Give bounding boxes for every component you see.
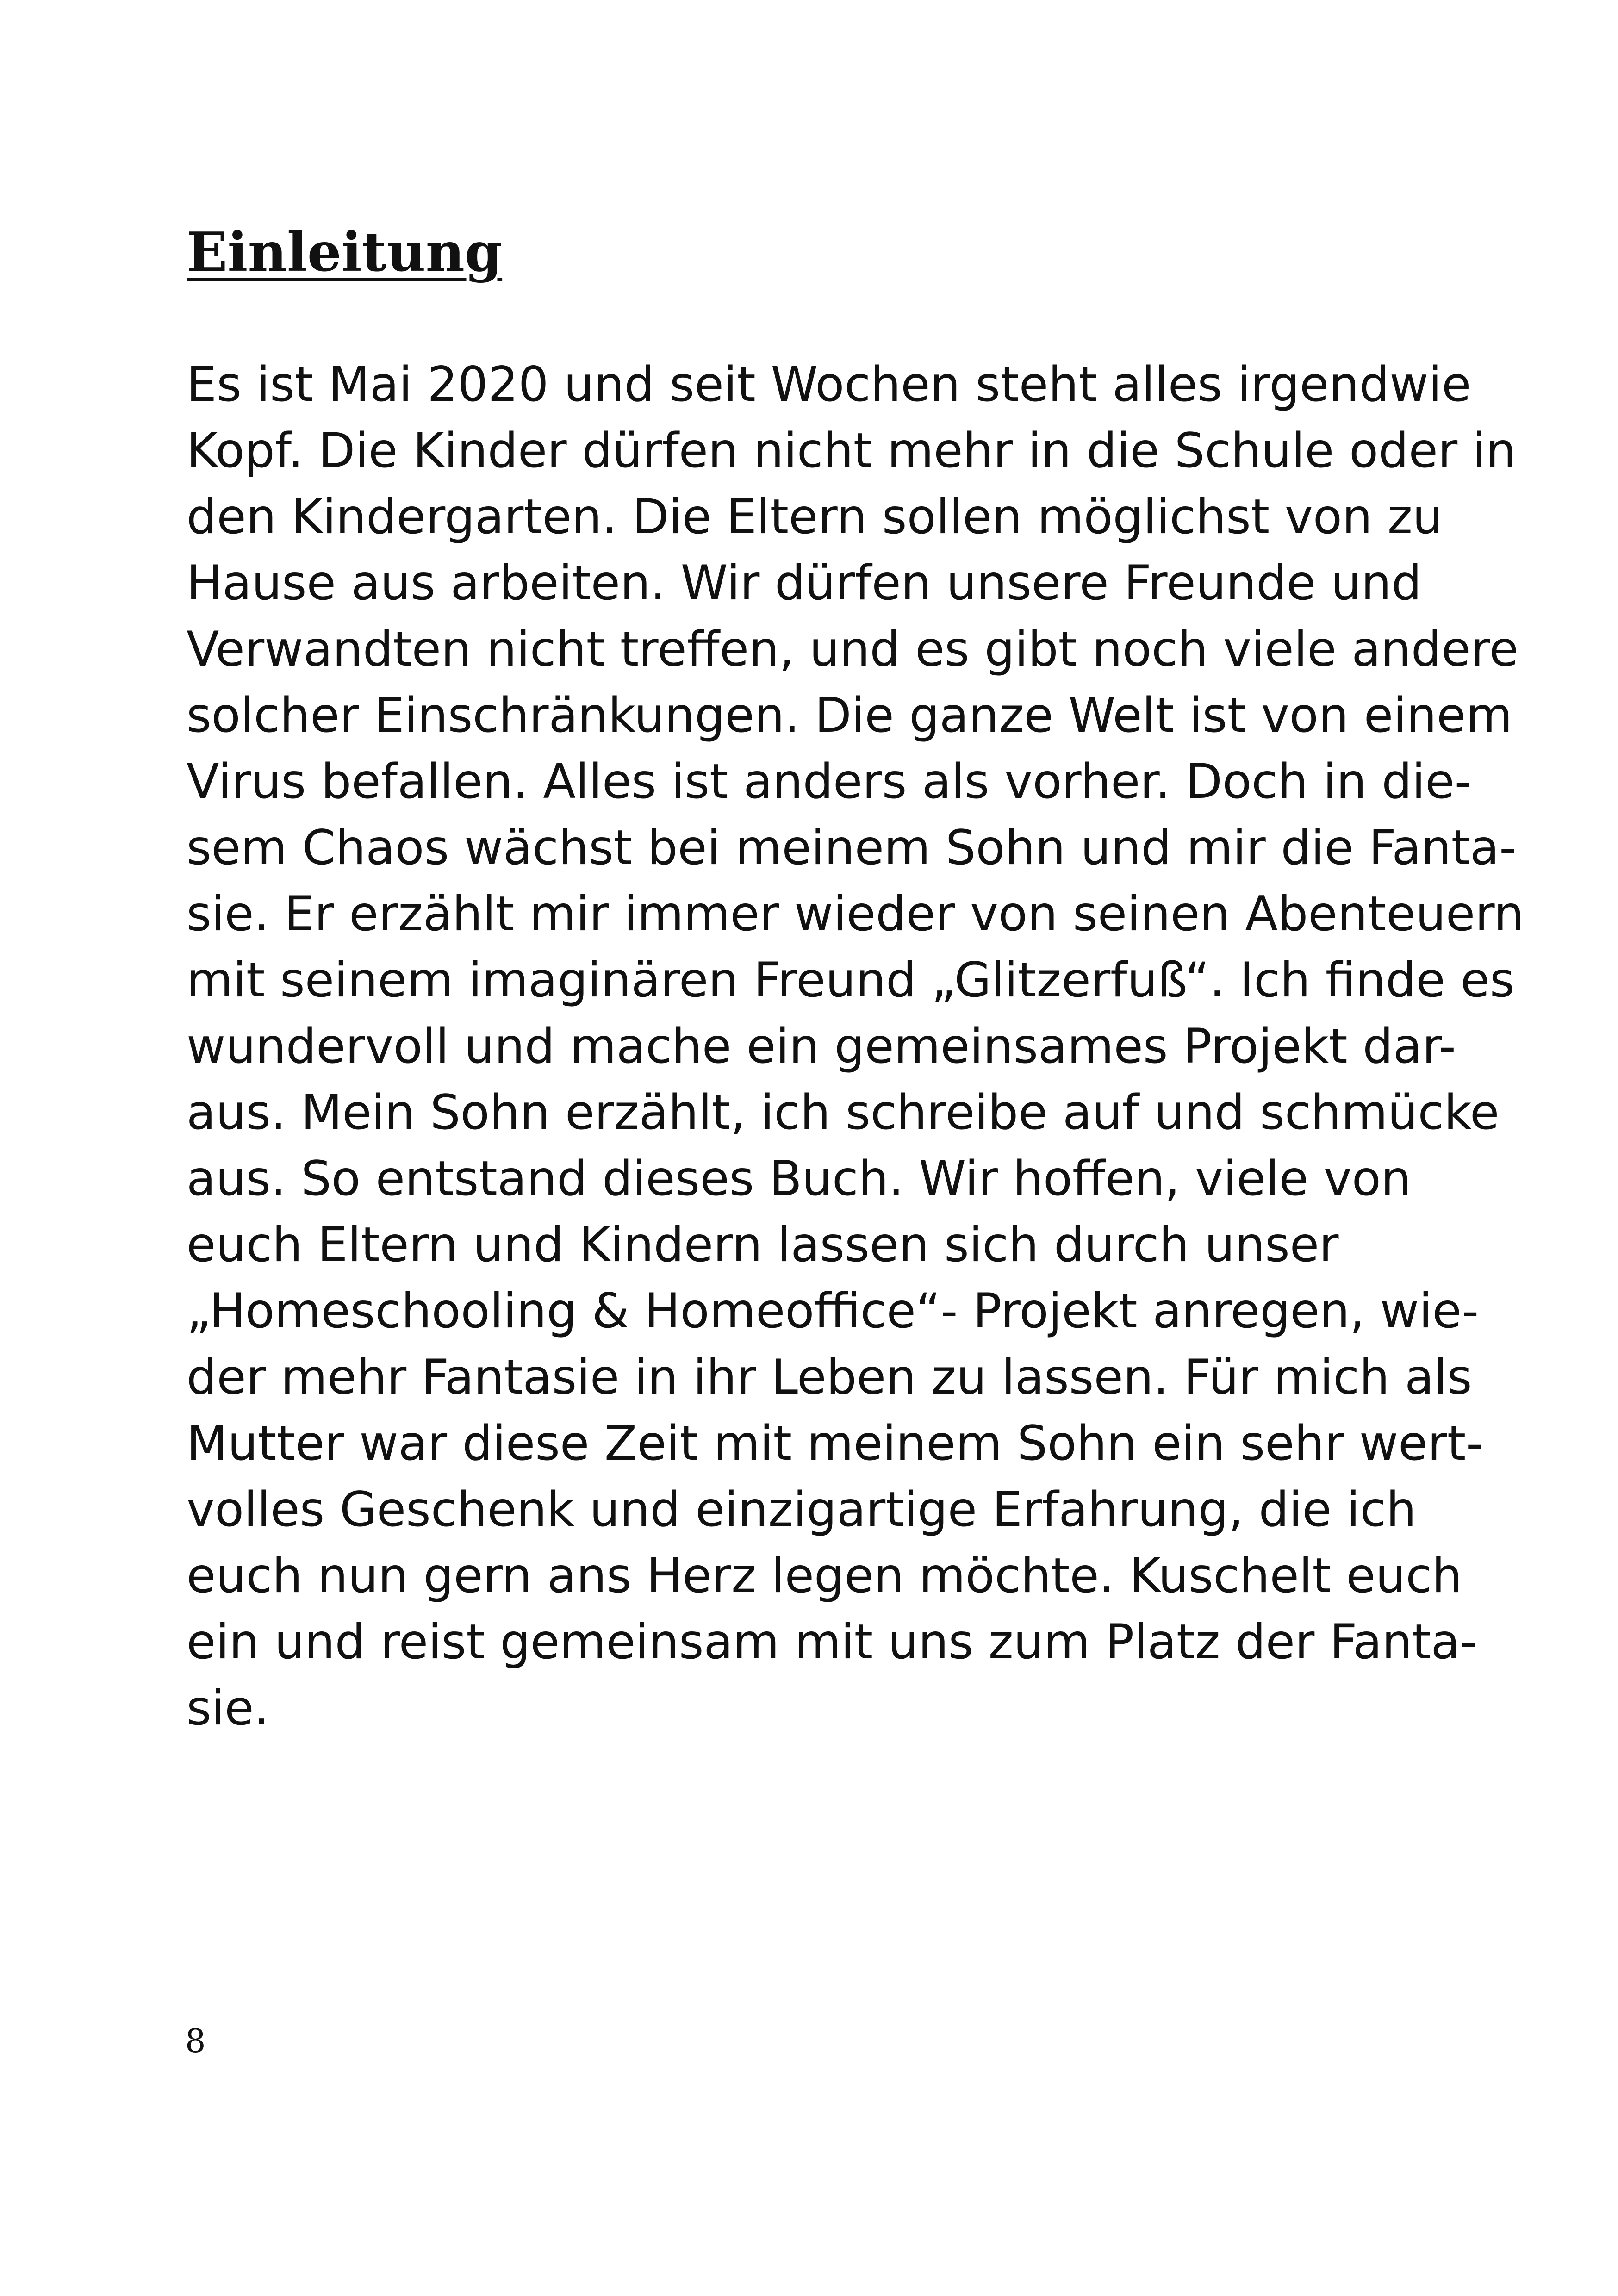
text-line: Hause aus arbeiten. Wir dürfen unsere Freunde und: [187, 555, 1422, 611]
text-line: sie.: [187, 1680, 269, 1736]
text-line: mit seinem imaginären Freund „Glitzerfuß“. Ich finde es: [187, 952, 1515, 1008]
text-line: solcher Einschränkungen. Die ganze Welt ist von einem: [187, 688, 1512, 743]
text-line: aus. Mein Sohn erzählt, ich schreibe auf und schmücke: [187, 1085, 1500, 1140]
text-line: Mutter war diese Zeit mit meinem Sohn ein sehr wert-: [187, 1416, 1483, 1471]
text-line: „Homeschooling & Homeoffice“- Projekt anregen, wie-: [187, 1283, 1479, 1339]
text-line: wundervoll und mache ein gemeinsames Projekt dar-: [187, 1019, 1456, 1074]
text-line: euch Eltern und Kindern lassen sich durch unser: [187, 1217, 1339, 1273]
page-number: 8: [185, 2022, 206, 2060]
text-line: den Kindergarten. Die Eltern sollen möglichst von zu: [187, 489, 1443, 545]
text-line: sem Chaos wächst bei meinem Sohn und mir die Fanta-: [187, 820, 1517, 876]
text-line: aus. So entstand dieses Buch. Wir hoffen, viele von: [187, 1151, 1412, 1207]
text-line: euch nun gern ans Herz legen möchte. Kuschelt euch: [187, 1548, 1462, 1604]
text-line: sie. Er erzählt mir immer wieder von seinen Abenteuern: [187, 886, 1525, 942]
text-line: Es ist Mai 2020 und seit Wochen steht alles irgendwie: [187, 357, 1471, 412]
text-line: Virus befallen. Alles ist anders als vorher. Doch in die-: [187, 754, 1472, 809]
section-heading: Einleitung: [187, 221, 503, 284]
text-line: volles Geschenk und einzigartige Erfahrung, die ich: [187, 1482, 1417, 1537]
body-paragraph: [187, 352, 1524, 1742]
text-line: Verwandten nicht treffen, und es gibt noch viele andere: [187, 622, 1519, 677]
text-line: ein und reist gemeinsam mit uns zum Platz der Fanta-: [187, 1614, 1477, 1670]
text-line: Kopf. Die Kinder dürfen nicht mehr in die Schule oder in: [187, 423, 1516, 479]
text-line: der mehr Fantasie in ihr Leben zu lassen. Für mich als: [187, 1350, 1472, 1405]
